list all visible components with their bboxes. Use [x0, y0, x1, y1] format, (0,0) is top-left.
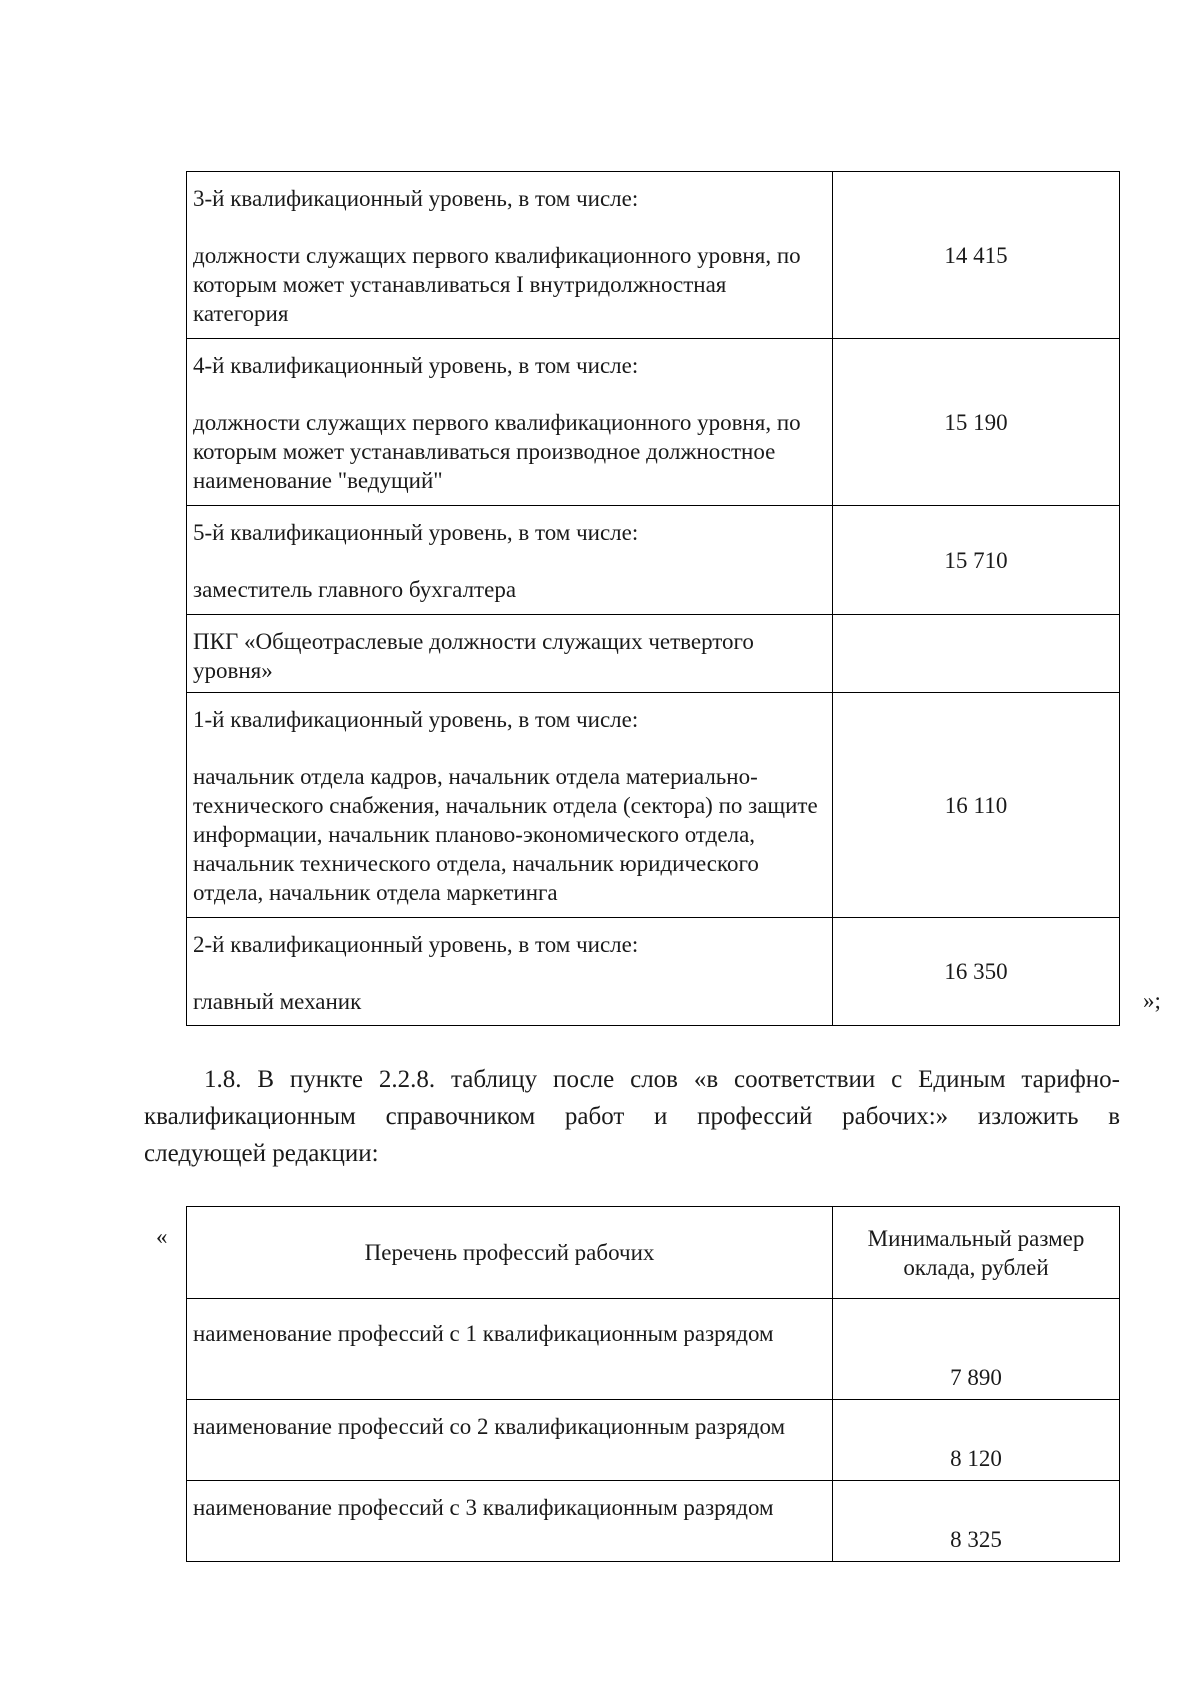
- table-cell-description: [187, 506, 833, 615]
- salary-table-workers: [186, 1206, 1120, 1562]
- paragraph-line: следующей редакции:: [144, 1140, 379, 1167]
- table-row: [187, 918, 1120, 1026]
- level-heading: 1-й квалификационный уровень, в том числе:: [193, 707, 639, 732]
- salary-table-employees: [186, 171, 1120, 1026]
- table-row: [187, 506, 1120, 615]
- profession-name: наименование профессий с 3 квалификационным разрядом: [187, 1481, 833, 1562]
- salary-value: 8 325: [833, 1481, 1120, 1562]
- position-list: заместитель главного бухгалтера: [193, 577, 517, 602]
- table-cell-description: [187, 918, 833, 1026]
- salary-value: 7 890: [833, 1299, 1120, 1400]
- position-list: должности служащих первого квалификационного уровня, по которым может устанавливаться I внутридолжностная категория: [193, 243, 801, 326]
- empty-cell: [833, 615, 1120, 693]
- level-heading: 2-й квалификационный уровень, в том числе:: [193, 932, 639, 957]
- column-header-salary: Минимальный размер оклада, рублей: [833, 1207, 1120, 1299]
- profession-name: наименование профессий с 1 квалификационным разрядом: [187, 1299, 833, 1400]
- table-cell-description: [187, 172, 833, 339]
- salary-value: 16 350: [833, 918, 1120, 1026]
- paragraph-line: 1.8. В пункте 2.2.8. таблицу после слов «в соответствии с Единым тарифно-: [204, 1066, 1120, 1093]
- table-header-row: [187, 1207, 1120, 1299]
- level-heading: 4-й квалификационный уровень, в том числе:: [193, 353, 639, 378]
- table-cell-description: [187, 693, 833, 918]
- salary-value: 15 190: [833, 339, 1120, 506]
- position-list: должности служащих первого квалификационного уровня, по которым может устанавливаться производное должностное наименование "ведущий": [193, 410, 801, 493]
- closing-quote: »;: [1143, 988, 1161, 1013]
- table-row: [187, 172, 1120, 339]
- salary-value: 14 415: [833, 172, 1120, 339]
- salary-value: 15 710: [833, 506, 1120, 615]
- table-row: [187, 1299, 1120, 1400]
- table-row: [187, 693, 1120, 918]
- opening-quote: «: [156, 1224, 168, 1249]
- table-row: [187, 1400, 1120, 1481]
- table-cell-description: [187, 339, 833, 506]
- table-row: [187, 339, 1120, 506]
- level-heading: 5-й квалификационный уровень, в том числе:: [193, 520, 639, 545]
- column-header-professions: Перечень профессий рабочих: [187, 1207, 833, 1299]
- profession-name: наименование профессий со 2 квалификационным разрядом: [187, 1400, 833, 1481]
- salary-value: 8 120: [833, 1400, 1120, 1481]
- position-list: главный механик: [193, 989, 362, 1014]
- amendment-paragraph: [144, 1061, 1120, 1172]
- group-heading: ПКГ «Общеотраслевые должности служащих четвертого уровня»: [187, 615, 833, 693]
- salary-value: 16 110: [833, 693, 1120, 918]
- level-heading: 3-й квалификационный уровень, в том числе:: [193, 186, 639, 211]
- table-row: [187, 1481, 1120, 1562]
- paragraph-line: квалификационным справочником работ и профессий рабочих:» изложить в: [144, 1103, 1120, 1130]
- position-list: начальник отдела кадров, начальник отдела материально-технического снабжения, начальник отдела (сектора) по защите информации, начальник планово-экономического отдела, начальник технического отдела, начальник юридического отдела, начальник отдела маркетинга: [193, 764, 818, 905]
- table-row-group: [187, 615, 1120, 693]
